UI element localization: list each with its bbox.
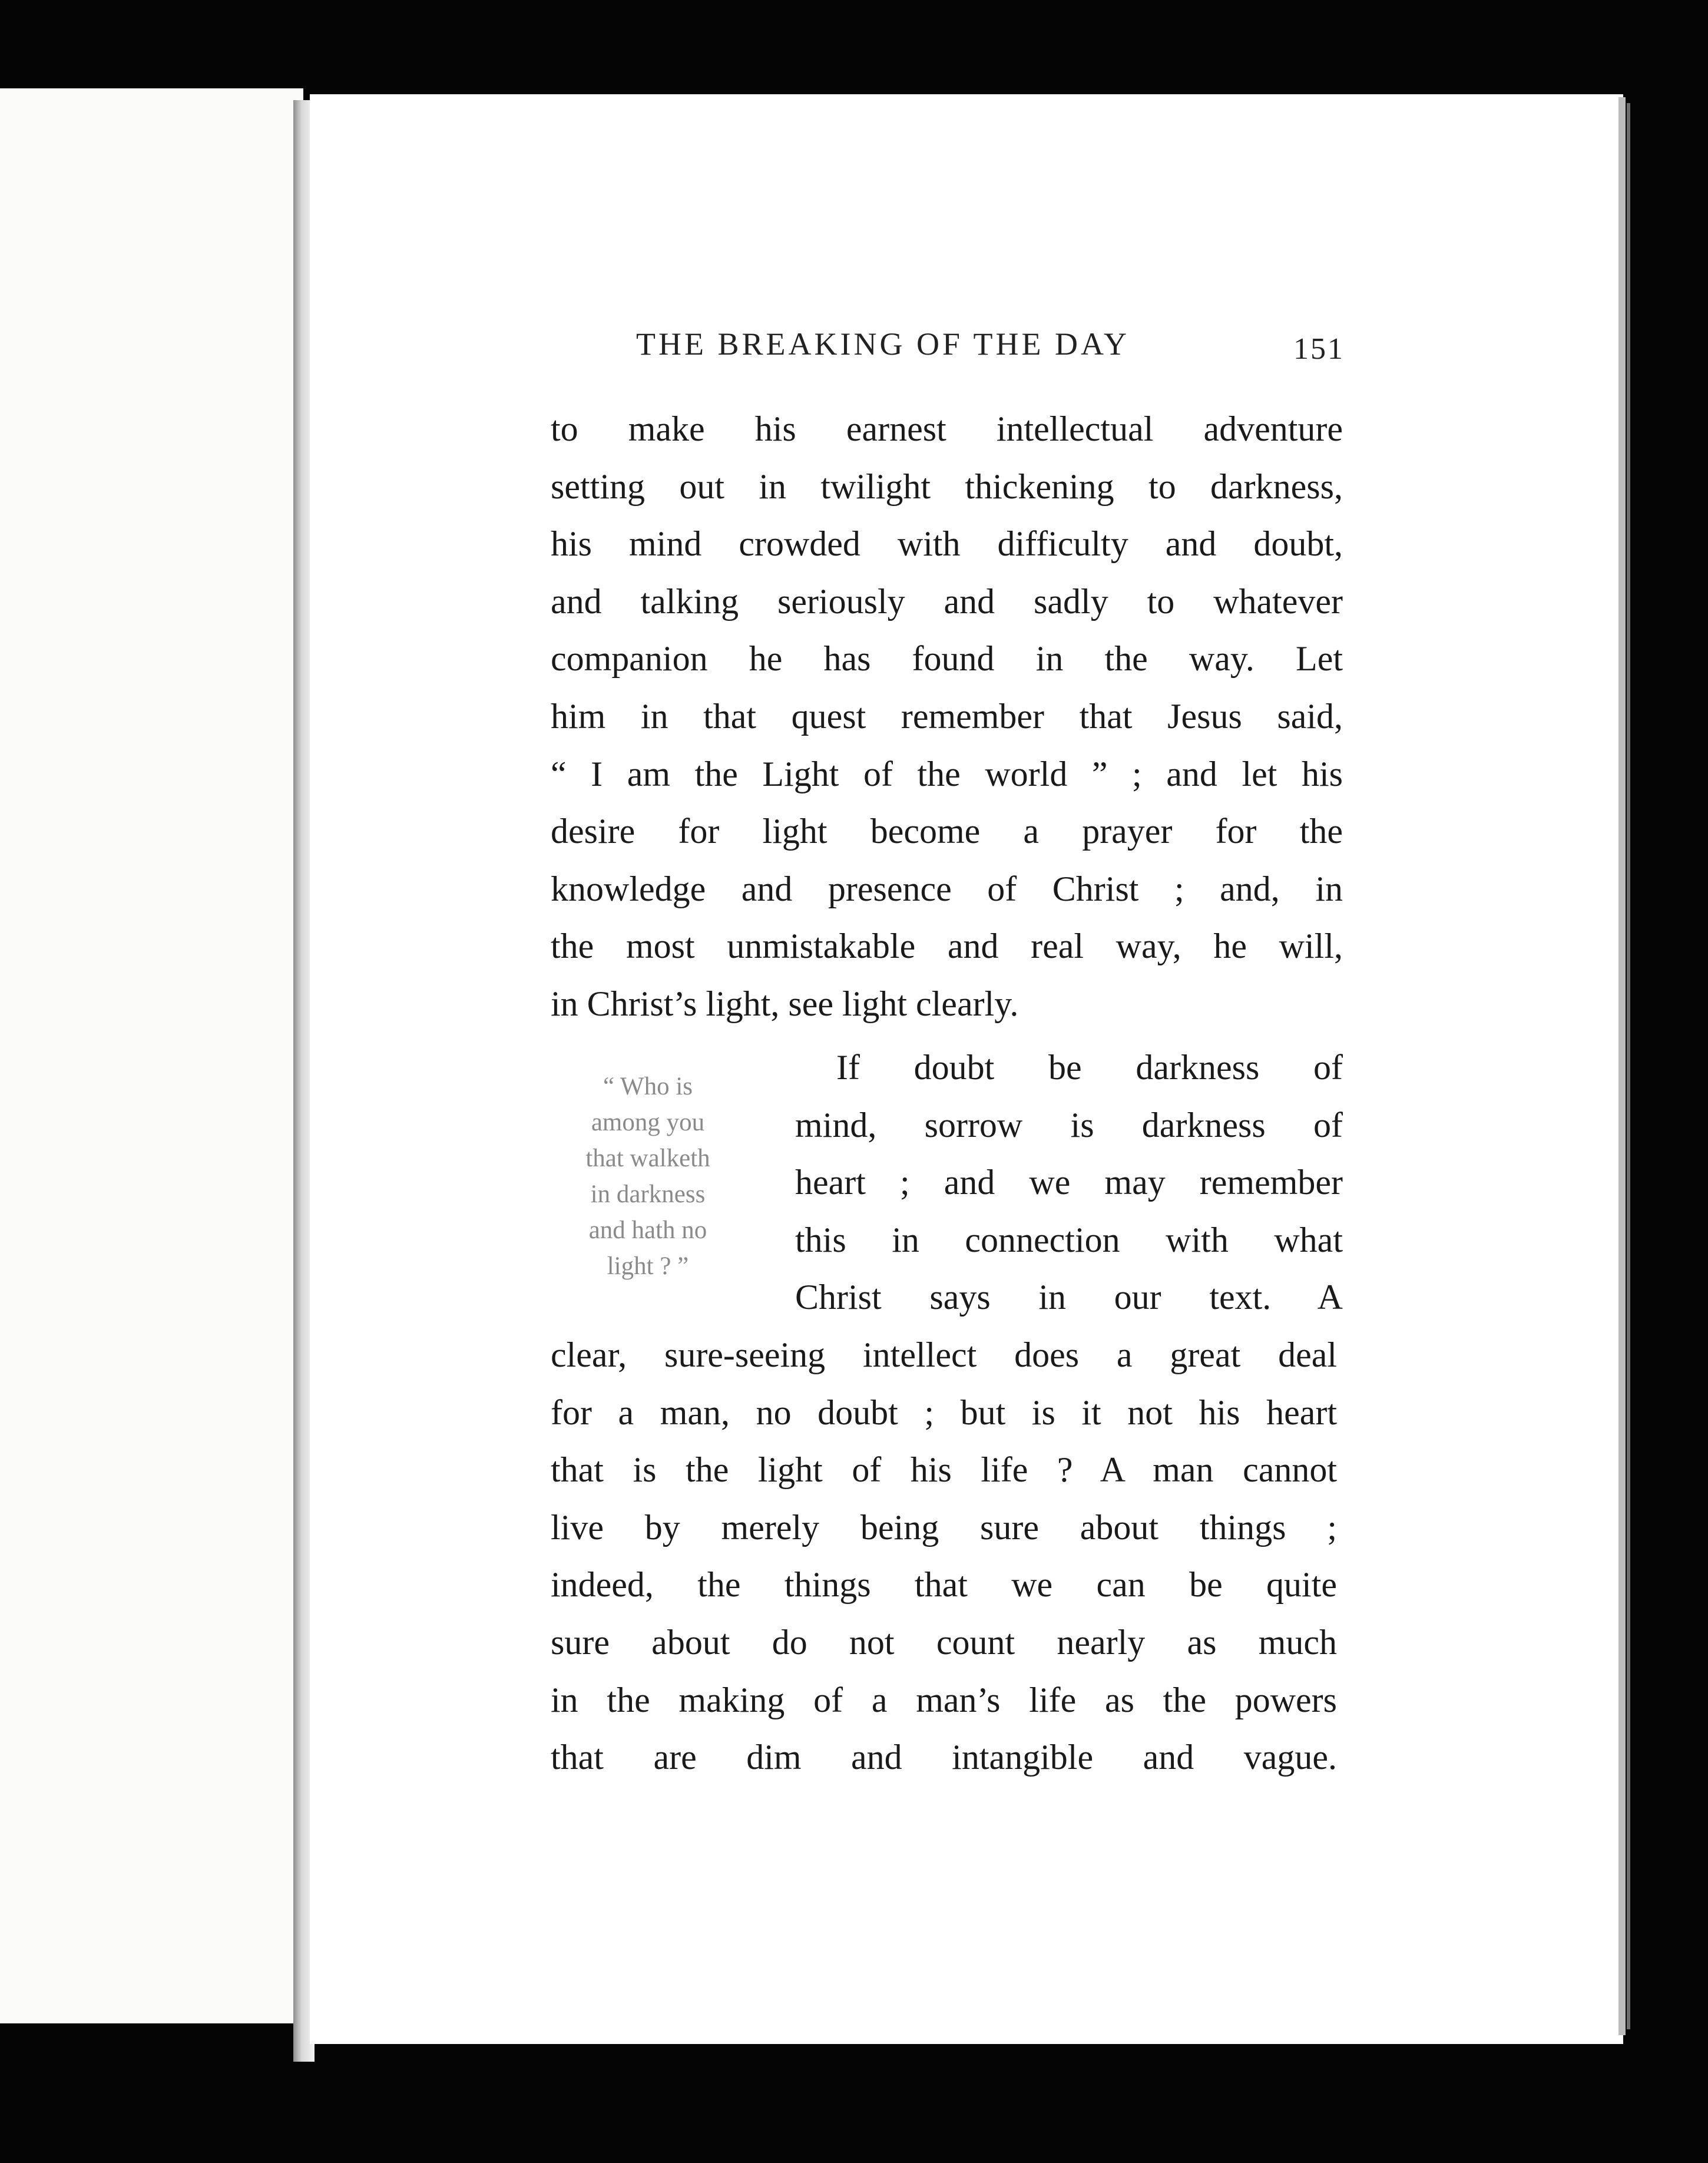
paragraph-2-indented [795,1039,1343,1327]
text-line: to make his earnest intellectual adventure [551,409,1343,448]
text-line: sure about do not count nearly as much [551,1622,1337,1662]
text-line: the most unmistakable and real way, he will, [551,927,1343,966]
text-line: that are dim and intangible and vague. [551,1738,1337,1777]
margin-note-line: in darkness [590,1180,706,1208]
text-line: him in that quest remember that Jesus said, [551,696,1343,736]
page-edge-shadow [1627,103,1630,2029]
running-header: THE BREAKING OF THE DAY [636,326,1130,362]
paragraph-2-continued [551,1327,1337,1787]
text-line: that is the light of his life ? A man cannot [551,1450,1337,1490]
text-line: Christ says in our text. A [795,1278,1343,1317]
text-line: in Christ’s light, see light clearly. [551,984,1019,1023]
text-line: “ I am the Light of the world ” ; and let his [551,754,1343,793]
margin-note-line: and hath no [588,1216,707,1244]
text-line: mind, sorrow is darkness of [795,1105,1343,1145]
text-line: If doubt be darkness of [836,1048,1343,1087]
text-line: for a man, no doubt ; but is it not his heart [551,1393,1337,1432]
page-edge [1618,97,1626,2035]
text-line: heart ; and we may remember [795,1163,1343,1202]
page-number: 151 [1293,332,1345,366]
paragraph-1 [551,401,1343,1033]
text-line: in the making of a man’s life as the powers [551,1680,1337,1719]
text-line: live by merely being sure about things ; [551,1507,1337,1547]
text-line: indeed, the things that we can be quite [551,1565,1337,1605]
text-line: clear, sure-seeing intellect does a great deal [551,1335,1337,1374]
text-line: and talking seriously and sadly to whatever [551,581,1343,621]
margin-note-line: among you [591,1109,705,1136]
text-line: setting out in twilight thickening to darkness, [551,467,1343,506]
margin-note-line: light ? ” [607,1252,689,1280]
margin-note-line: “ Who is [603,1073,693,1100]
margin-note [551,1069,745,1284]
text-line: his mind crowded with difficulty and doubt, [551,524,1343,564]
text-line: companion he has found in the way. Let [551,639,1343,679]
text-line: knowledge and presence of Christ ; and, in [551,869,1343,908]
left-page [0,88,303,2023]
text-line: this in connection with what [795,1220,1343,1259]
margin-note-line: that walketh [585,1145,710,1172]
text-line: desire for light become a prayer for the [551,812,1343,851]
